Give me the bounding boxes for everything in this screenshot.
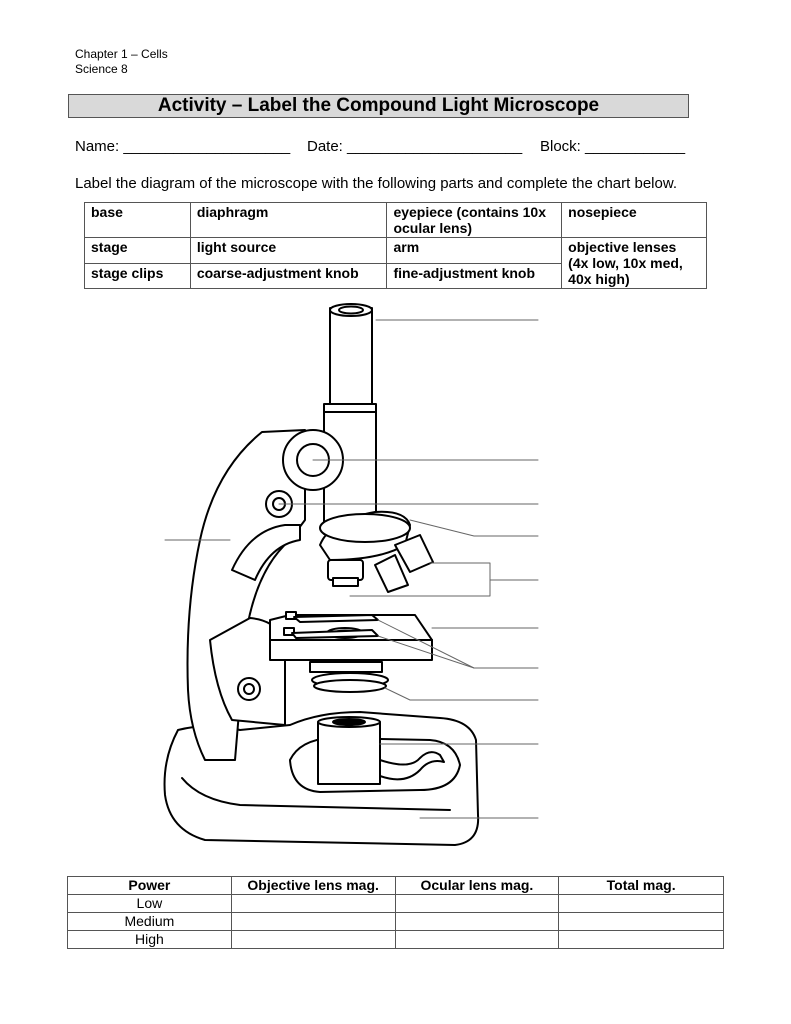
answer-cell[interactable] [231, 931, 395, 949]
column-header-power: Power [68, 877, 232, 895]
power-cell: High [68, 931, 232, 949]
block-label: Block: [540, 138, 581, 155]
answer-cell[interactable] [395, 913, 559, 931]
answer-cell[interactable] [231, 913, 395, 931]
table-cell: stage [85, 238, 191, 264]
table-header-row [68, 877, 724, 895]
table-cell: eyepiece (contains 10x ocular lens) [387, 203, 562, 238]
parts-word-bank [84, 202, 707, 289]
arm-shape [188, 430, 306, 760]
table-cell: light source [190, 238, 387, 264]
nosepiece-shape [320, 512, 410, 560]
answer-cell[interactable] [559, 913, 724, 931]
table-row [85, 203, 707, 238]
name-field[interactable] [75, 138, 290, 155]
power-cell: Medium [68, 913, 232, 931]
table-cell: diaphragm [190, 203, 387, 238]
magnification-chart [67, 876, 724, 949]
answer-cell[interactable] [395, 895, 559, 913]
answer-cell[interactable] [559, 931, 724, 949]
date-label: Date: [307, 138, 343, 155]
table-row [68, 895, 724, 913]
name-blank: ____________________ [123, 138, 291, 155]
column-header-ocular: Ocular lens mag. [395, 877, 559, 895]
chapter-header: Chapter 1 – Cells [75, 47, 168, 61]
table-row [85, 238, 707, 264]
table-cell: nosepiece [562, 203, 707, 238]
course-header: Science 8 [75, 62, 128, 76]
instructions: Label the diagram of the microscope with the following parts and complete the chart below. [75, 175, 678, 192]
block-blank: ____________ [585, 138, 686, 155]
diaphragm-shape [310, 662, 388, 692]
column-header-objective: Objective lens mag. [231, 877, 395, 895]
answer-cell[interactable] [231, 895, 395, 913]
date-field[interactable] [307, 138, 522, 155]
table-cell: stage clips [85, 263, 191, 289]
table-cell: fine-adjustment knob [387, 263, 562, 289]
table-row [68, 931, 724, 949]
eyepiece-shape [324, 304, 376, 534]
table-cell: objective lenses (4x low, 10x med, 40x high) [562, 238, 707, 289]
block-field[interactable] [540, 138, 685, 155]
table-cell: arm [387, 238, 562, 264]
table-row [68, 913, 724, 931]
page-title: Activity – Label the Compound Light Microscope [68, 94, 689, 118]
table-cell: base [85, 203, 191, 238]
name-label: Name: [75, 138, 120, 155]
answer-cell[interactable] [395, 931, 559, 949]
microscope-diagram [150, 298, 550, 858]
date-blank: _____________________ [347, 138, 523, 155]
table-cell: coarse-adjustment knob [190, 263, 387, 289]
column-header-total: Total mag. [559, 877, 724, 895]
answer-cell[interactable] [559, 895, 724, 913]
power-cell: Low [68, 895, 232, 913]
